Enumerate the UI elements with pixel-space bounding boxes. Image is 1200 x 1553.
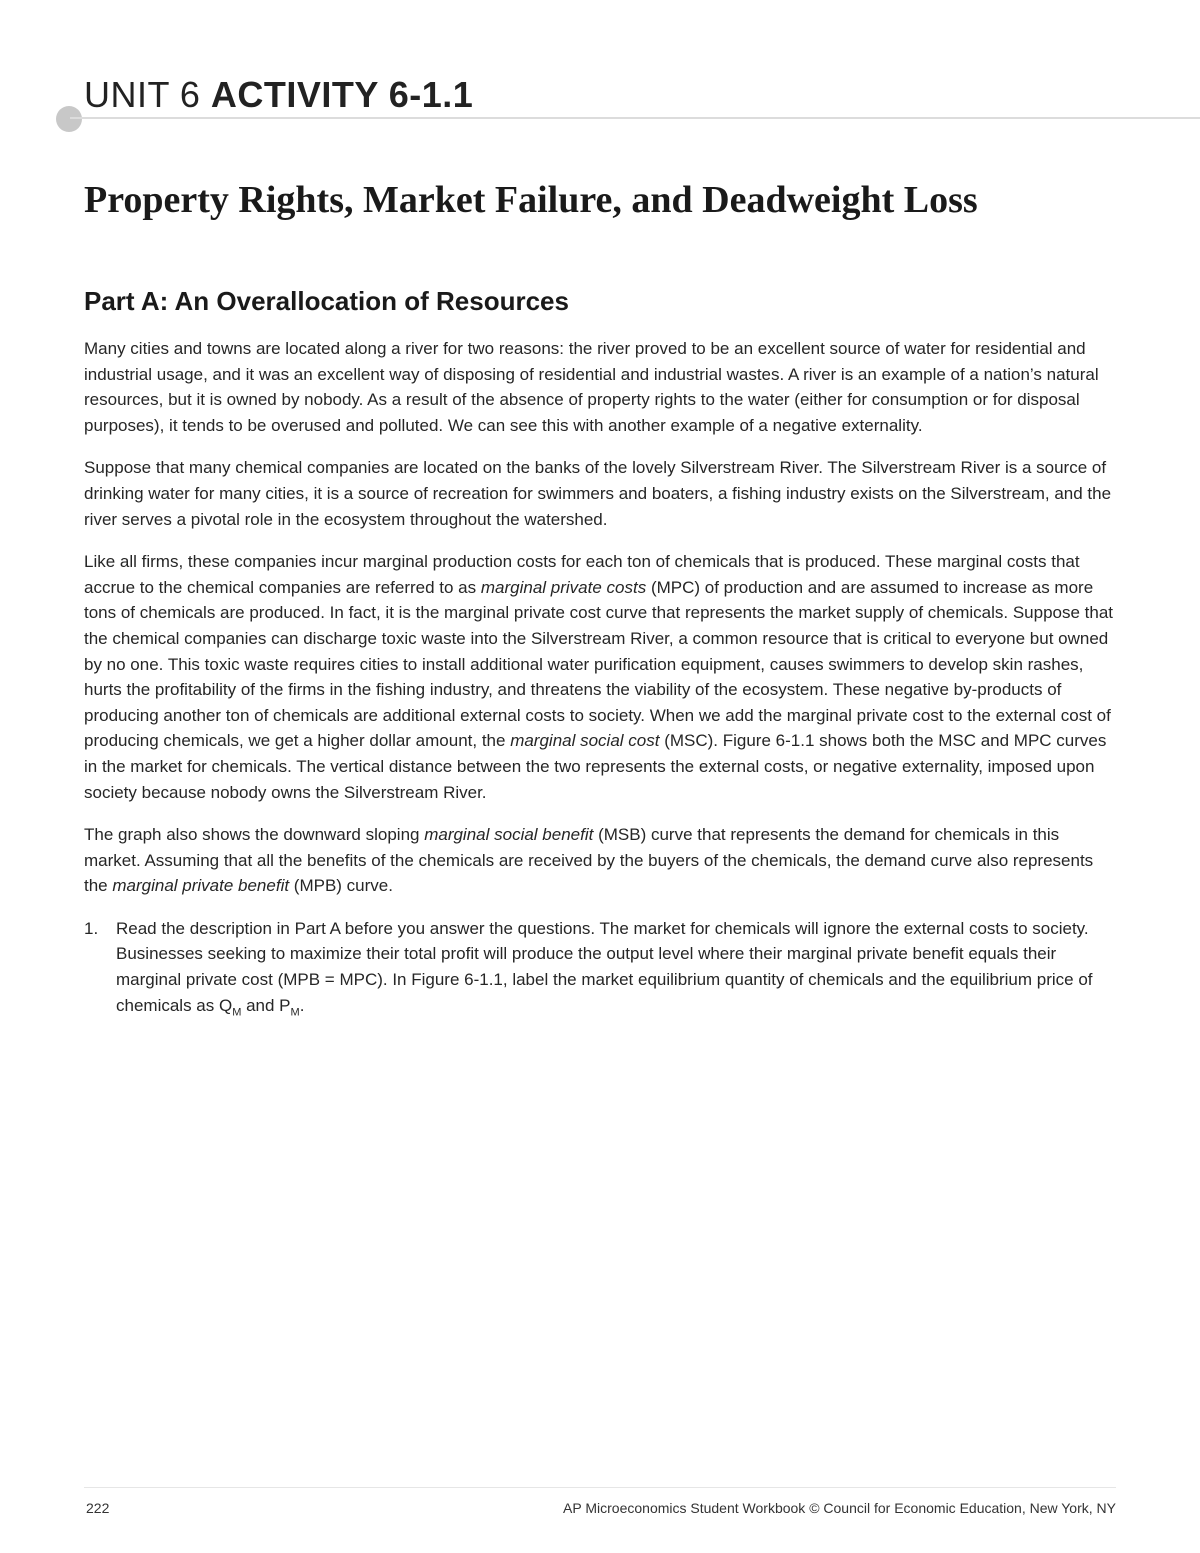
subscript-m-quantity: M — [232, 1006, 242, 1019]
activity-title: Property Rights, Market Failure, and Deadweight Loss — [84, 179, 978, 221]
paragraph-4-text-b: (MSB) curve that represents the demand for chemicals in this market. Assuming that all the benefits of the chemicals are received by the buyers of the chemicals, the demand curve also represents the — [84, 825, 1094, 896]
activity-label: ACTIVITY 6-1.1 — [210, 74, 474, 115]
paragraph-2: Suppose that many chemical companies are located on the banks of the lovely Silverstream River. The Silverstream River is a source of drinking water for many cities, it is a source of recreation for swimmers and boaters, a fishing industry exists on the Silverstream, and the river serves a pivotal role in the ecosystem throughout the watershed. — [84, 458, 1112, 529]
paragraph-4-text-a: The graph also shows the downward sloping — [84, 825, 425, 845]
paragraph-3 — [84, 549, 1116, 805]
question-text-mid: and P — [241, 995, 291, 1015]
page-number: 222 — [86, 1500, 110, 1516]
paragraph-3-text-c: (MSC). Figure 6-1.1 shows both the MSC and MPC curves in the market for chemicals. The vertical distance between the two represents the external costs, or negative externality, imposed upon society because nobody owns the Silverstream River. — [84, 731, 1107, 802]
term-marginal-social-benefit: marginal social benefit — [424, 825, 594, 845]
question-text-end: . — [299, 995, 305, 1015]
paragraph-3-text-b: (MPC) of production and are assumed to increase as more tons of chemicals are produced. In fact, it is the marginal private cost curve that represents the market supply of chemicals. Suppose that the chemical companies can discharge toxic waste into the Silverstream River, a common resource that is critical to everyone but owned by no one. This toxic waste requires cities to install additional water purification equipment, causes swimmers to develop skin rashes, hurts the profitability of the firms in the fishing industry, and threatens the viability of the ecosystem. These negative by-products of producing another ton of chemicals are additional external costs to society. When we add the marginal private cost to the external cost of producing chemicals, we get a higher dollar amount, the — [84, 577, 1114, 751]
term-marginal-private-costs: marginal private costs — [480, 577, 647, 597]
part-a-body — [84, 336, 1116, 1018]
question-text-main: Read the description in Part A before you answer the questions. The market for chemicals will ignore the external costs to society. Businesses seeking to maximize their total profit will produce the output level where their marginal private benefit equals their marginal private cost (MPB = MPC). In Figure 6-1.1, label the market equilibrium quantity of chemicals and the equilibrium price of chemicals as Q — [116, 918, 1093, 1015]
paragraph-1: Many cities and towns are located along a river for two reasons: the river proved to be an excellent source of water for residential and industrial usage, and it was an excellent way of disposing of residential and industrial wastes. A river is an example of a nation’s natural resources, but it is owned by nobody. As a result of the absence of property rights to the water (either for consumption or for disposal purposes), it tends to be overused and polluted. We can see this with another example of a negative externality. — [84, 339, 1099, 435]
footer-credit: AP Microeconomics Student Workbook © Council for Economic Education, New York, NY — [563, 1500, 1116, 1516]
unit-label: UNIT 6 — [84, 74, 201, 115]
term-marginal-private-benefit: marginal private benefit — [112, 876, 290, 896]
question-number: 1. — [84, 918, 99, 938]
part-a-heading: Part A: An Overallocation of Resources — [84, 286, 569, 316]
unit-activity-heading — [84, 70, 473, 120]
paragraph-4-text-c: (MPB) curve. — [289, 876, 393, 896]
paragraph-4 — [84, 822, 1116, 899]
term-marginal-social-cost: marginal social cost — [510, 731, 660, 751]
question-1 — [84, 916, 1116, 1018]
header-bullet-dot — [56, 106, 82, 132]
subscript-m-price: M — [290, 1006, 300, 1019]
unit-header — [84, 70, 473, 120]
paragraph-3-text-a: Like all firms, these companies incur marginal production costs for each ton of chemicals that is produced. These marginal costs that accrue to the chemical companies are referred to as — [84, 552, 1080, 597]
question-text — [116, 916, 1116, 1018]
footer-rule — [84, 1487, 1116, 1488]
